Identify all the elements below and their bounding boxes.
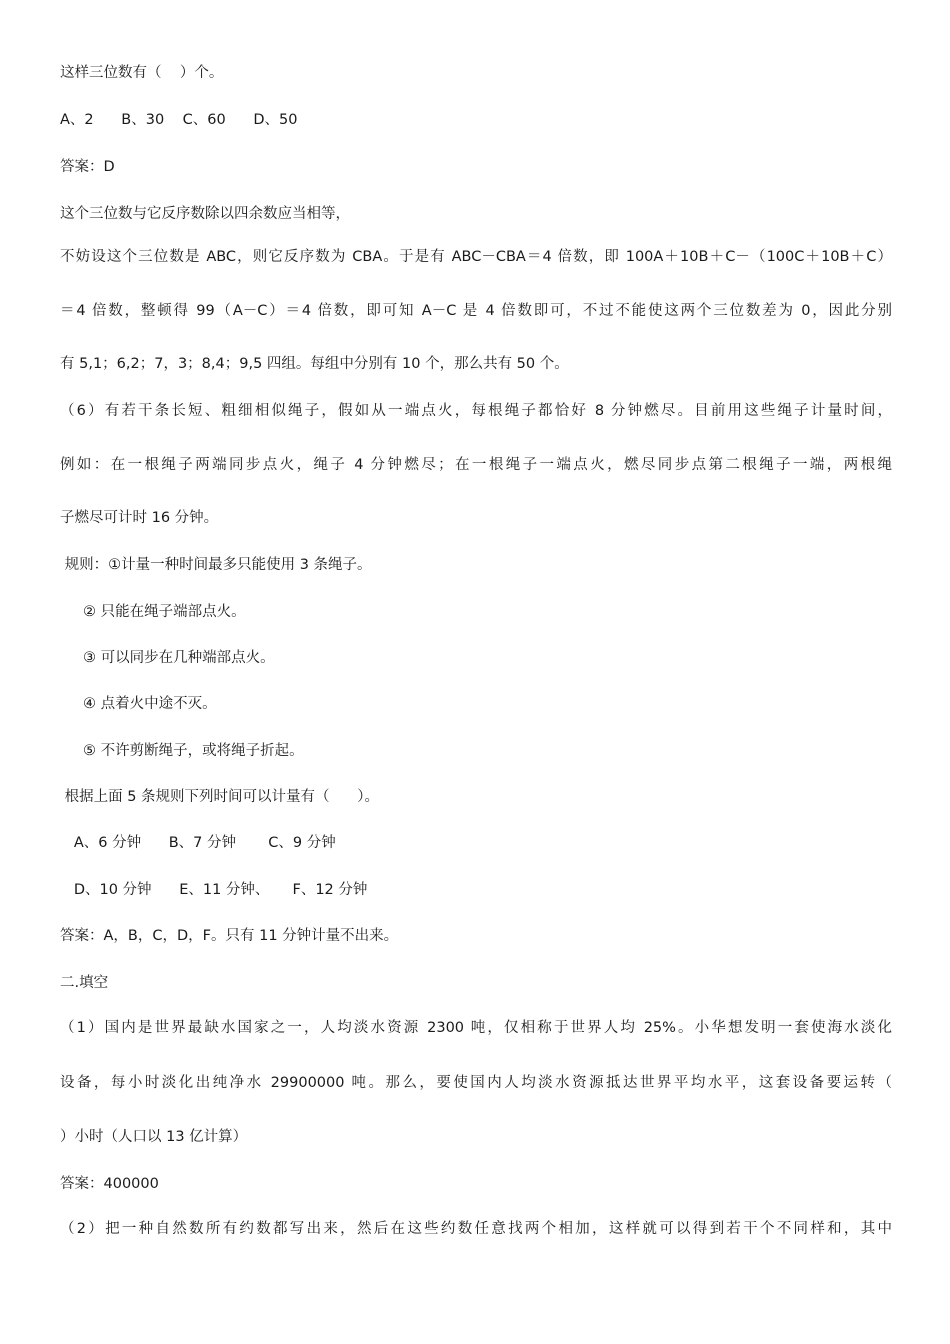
answer-line: 答案：D — [60, 159, 115, 175]
answer-line: 答案：400000 — [60, 1176, 159, 1192]
rule-line: ② 只能在绳子端部点火。 — [60, 604, 246, 620]
answer-options-line: A、2 B、30 C、60 D、50 — [60, 112, 298, 128]
answer-line: 答案：A，B，C，D，F。只有 11 分钟计量不出来。 — [60, 928, 399, 944]
question-6-line: （6）有若干条长短、粗细相似绳子，假如从一端点火，每根绳子都恰好 8 分钟燃尽。目前用这些绳子计量时间， — [60, 403, 892, 419]
question-6-line: 子燃尽可计时 16 分钟。 — [60, 510, 219, 526]
fill-question-line: （1）国内是世界最缺水国家之一，人均淡水资源 2300 吨，仅相称于世界人均 25%。小华想发明一套使海水淡化 — [60, 1020, 892, 1036]
fill-question-line: ）小时（人口以 13 亿计算） — [60, 1129, 248, 1145]
explanation-line: 有 5,1；6,2；7，3；8,4；9,5 四组。每组中分别有 10 个，那么共有 50 个。 — [60, 356, 569, 372]
question-6-line: 例如：在一根绳子两端同步点火，绳子 4 分钟燃尽；在一根绳子一端点火，燃尽同步点第二根绳子一端，两根绳 — [60, 457, 892, 473]
rule-line: ⑤ 不许剪断绳子，或将绳子折起。 — [60, 743, 304, 759]
explanation-line: 这个三位数与它反序数除以四余数应当相等， — [60, 206, 350, 222]
fill-question-line: 设备，每小时淡化出纯净水 29900000 吨。那么，要使国内人均淡水资源抵达世界平均水平，这套设备要运转（ — [60, 1075, 892, 1091]
rule-line: ④ 点着火中途不灭。 — [60, 696, 217, 712]
section-heading: 二.填空 — [60, 975, 109, 991]
rule-line: ③ 可以同步在几种端部点火。 — [60, 650, 275, 666]
explanation-line: ＝4 倍数，整顿得 99（A－C）＝4 倍数，即可知 A－C 是 4 倍数即可，不过不能使这两个三位数差为 0，因此分别 — [60, 303, 892, 319]
explanation-line: 不妨设这个三位数是 ABC，则它反序数为 CBA。于是有 ABC－CBA＝4 倍数，即 100A＋10B＋C－（100C＋10B＋C） — [60, 249, 892, 265]
fill-question-line: （2）把一种自然数所有约数都写出来，然后在这些约数任意找两个相加，这样就可以得到若干个不同样和，其中 — [60, 1221, 892, 1237]
question-stem-line: 这样三位数有（ ）个。 — [60, 65, 224, 81]
answer-options-line: A、6 分钟 B、7 分钟 C、9 分钟 — [60, 835, 336, 851]
rule-line: 规则：①计量一种时间最多只能使用 3 条绳子。 — [60, 557, 372, 573]
question-prompt-line: 根据上面 5 条规则下列时间可以计量有（ ）。 — [60, 789, 379, 805]
answer-options-line: D、10 分钟 E、11 分钟、 F、12 分钟 — [60, 882, 368, 898]
